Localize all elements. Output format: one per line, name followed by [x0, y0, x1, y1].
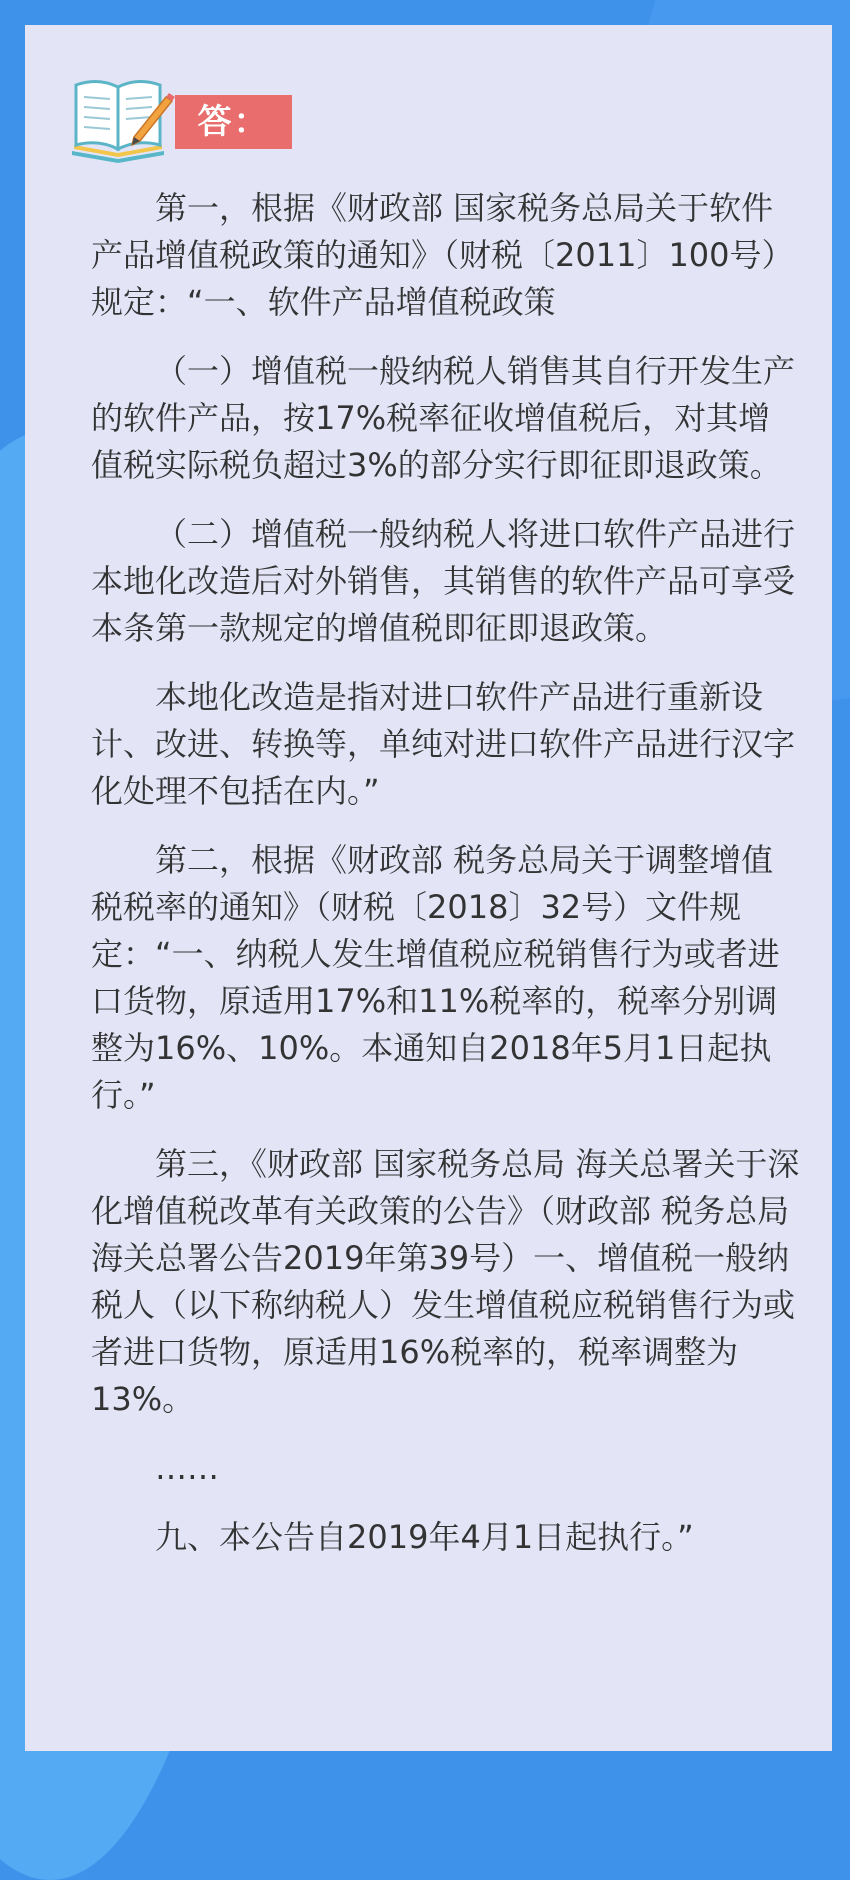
- paragraph-4: 本地化改造是指对进口软件产品进行重新设计、改进、转换等，单纯对进口软件产品进行汉字化处理不包括在内。”: [91, 678, 796, 810]
- answer-body: [91, 185, 801, 1583]
- paragraph-1: 第一，根据《财政部 国家税务总局关于软件产品增值税政策的通知》（财税〔2011〕100号）规定：“一、软件产品增值税政策: [91, 189, 794, 321]
- ellipsis-line: ……: [155, 1449, 219, 1487]
- paragraph-5: 第二，根据《财政部 税务总局关于调整增值税税率的通知》（财税〔2018〕32号）文件规定：“一、纳税人发生增值税应税销售行为或者进口货物，原适用17%和11%税率的，税率分别调整为16%、10%。本通知自2018年5月1日起执行。”: [91, 841, 780, 1114]
- paragraph-7: 九、本公告自2019年4月1日起执行。”: [155, 1518, 694, 1556]
- open-book-with-pencil-icon: [60, 73, 180, 163]
- answer-label: 答：: [175, 95, 292, 149]
- answer-header: [60, 73, 360, 163]
- paragraph-3: （二）增值税一般纳税人将进口软件产品进行本地化改造后对外销售，其销售的软件产品可享受本条第一款规定的增值税即征即退政策。: [91, 515, 796, 647]
- content-panel: [25, 25, 832, 1751]
- paragraph-6: 第三，《财政部 国家税务总局 海关总署关于深化增值税改革有关政策的公告》（财政部 税务总局 海关总署公告2019年第39号）一、增值税一般纳税人（以下称纳税人）发生增值税应税销售行为或者进口货物，原适用16%税率的，税率调整为13%。: [91, 1145, 800, 1418]
- paragraph-2: （一）增值税一般纳税人销售其自行开发生产的软件产品，按17%税率征收增值税后，对其增值税实际税负超过3%的部分实行即征即退政策。: [91, 352, 796, 484]
